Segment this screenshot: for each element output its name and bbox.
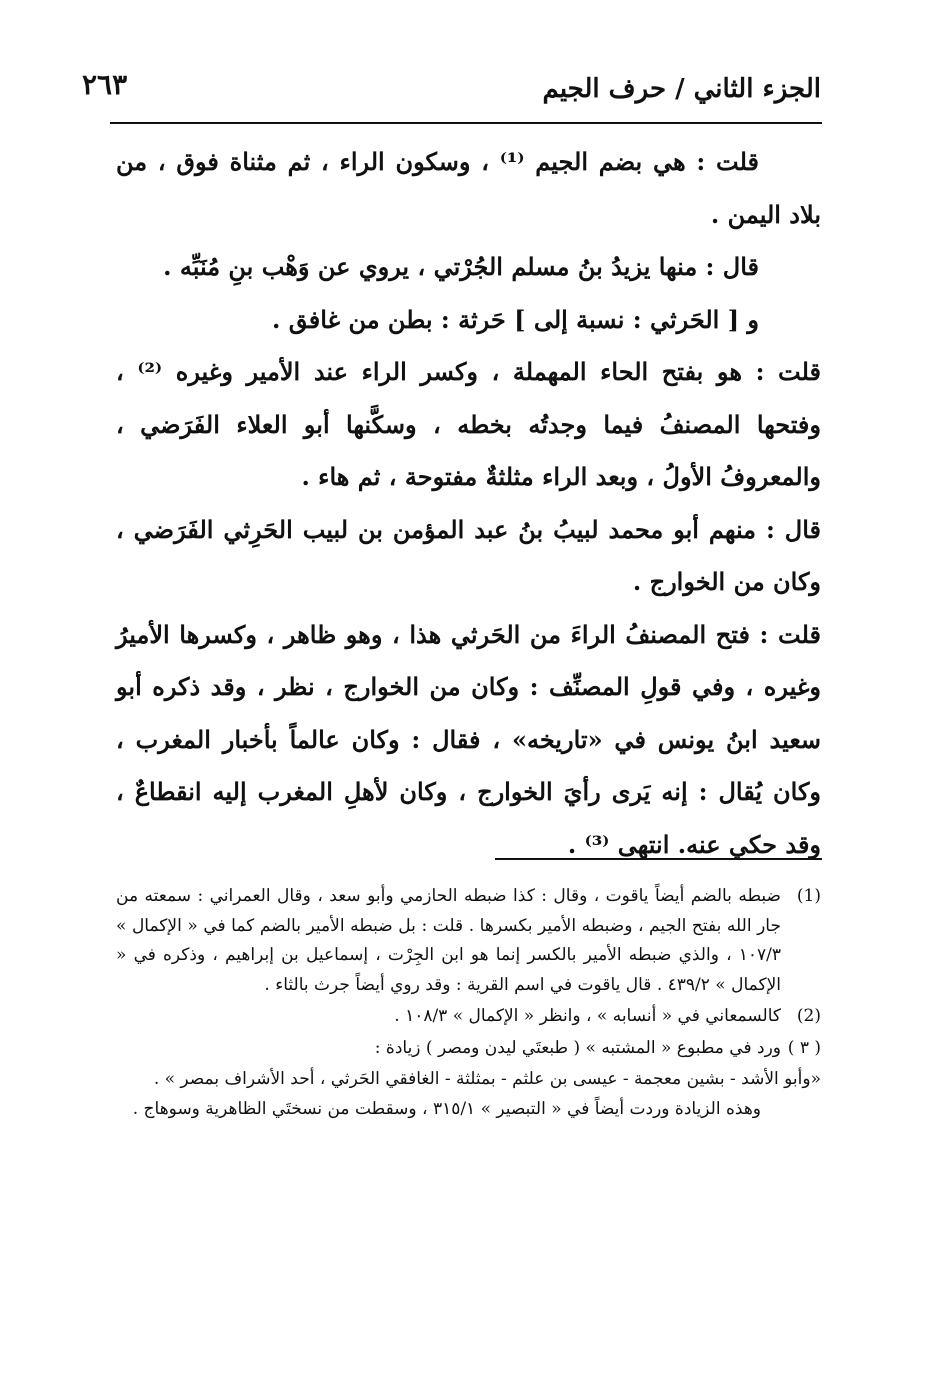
footnote-quote: «وأبو الأشد - بشين معجمة - عيسى بن علثم - بمثلثة - الغافقي الحَرثي ، أحد الأشراف بمصر » . — [153, 1069, 821, 1089]
paragraph: قلت : فتح المصنفُ الراءَ من الحَرثي هذا ، وهو ظاهر ، وكسرها الأميرُ وغيره ، وفي قولِ المصنِّف : وكان من الخوارج ، نظر ، وقد ذكره أبو سعيد ابنُ يونس في «تاريخه» ، فقال : وكان عالماً بأخبار المغرب ، وكان يُقال : إنه يَرى رأيَ الخوارج ، وكان لأهلِ المغرب إليه انقطاعٌ ، وقد حكي عنه. انتهى ⁽³⁾ . — [116, 619, 821, 859]
footnote-number: ( ٣ ) — [787, 1037, 821, 1058]
footnote-number: (2) — [796, 1006, 821, 1026]
paragraph: و [ الحَرثي : نسبة إلى ] حَرثة : بطن من غافق . — [272, 304, 759, 334]
running-header-title: الجزء الثاني / حرف الجيم — [542, 74, 821, 104]
paragraph: قلت : هي بضم الجيم ⁽¹⁾ ، وسكون الراء ، ثم مثناة فوق ، من بلاد اليمن . — [116, 147, 821, 229]
paragraph: قال : منها يزيدُ بنُ مسلم الجُرْتي ، يروي عن وَهْب بنِ مُنَبِّه . — [163, 252, 759, 281]
footnote-note: وهذه الزيادة وردت أيضاً في « التبصير » ٣١٥/١ ، وسقطت من نسختَي الظاهرية وسوهاج . — [132, 1098, 761, 1119]
header-divider — [110, 122, 822, 124]
page-number: ٢٦٣ — [82, 68, 128, 101]
footnote-number: (1) — [796, 886, 821, 906]
paragraph: قلت : هو بفتح الحاء المهملة ، وكسر الراء عند الأمير وغيره ⁽²⁾ ، وفتحها المصنفُ فيما وجدتُه بخطه ، وسكَّنها أبو العلاء الفَرَضي ، والمعروفُ الأولُ ، وبعد الراء مثلثةٌ مفتوحة ، ثم هاء . — [116, 357, 821, 491]
main-text — [116, 136, 821, 871]
footnote-3 — [116, 1034, 821, 1064]
footnote-divider — [495, 858, 822, 860]
footnote-text: كالسمعاني في « أنسابه » ، وانظر « الإكمال » ١٠٨/٣ . — [394, 1006, 781, 1026]
footnote-2 — [116, 1002, 821, 1032]
footnote-1 — [116, 882, 821, 1000]
footnote-text: ورد في مطبوع « المشتبه » ( طبعتَي ليدن ومصر ) زيادة : — [374, 1037, 781, 1058]
footnotes — [116, 882, 821, 1124]
paragraph: قال : منهم أبو محمد لبيبُ بنُ عبد المؤمن بن لبيب الحَرِثي الفَرَضي ، وكان من الخوارج . — [116, 514, 821, 596]
footnote-text: ضبطه بالضم أيضاً ياقوت ، وقال : كذا ضبطه الحازمي وأبو سعد ، وقال العمراني : سمعته من جار الله بفتح الجيم ، وضبطه الأمير بكسرها . قلت : بل ضبطه الأمير بالضم كما في « الإكمال » ١٠٧/٣ ، والذي ضبطه الأمير بالكسر إنما هو ابن الجِرْت ، إسماعيل بن إبراهيم ، وذكره في « الإكمال » ٤٣٩/٢ . قال ياقوت في اسم القرية : وقد روي أيضاً جرث بالثاء . — [116, 886, 781, 995]
